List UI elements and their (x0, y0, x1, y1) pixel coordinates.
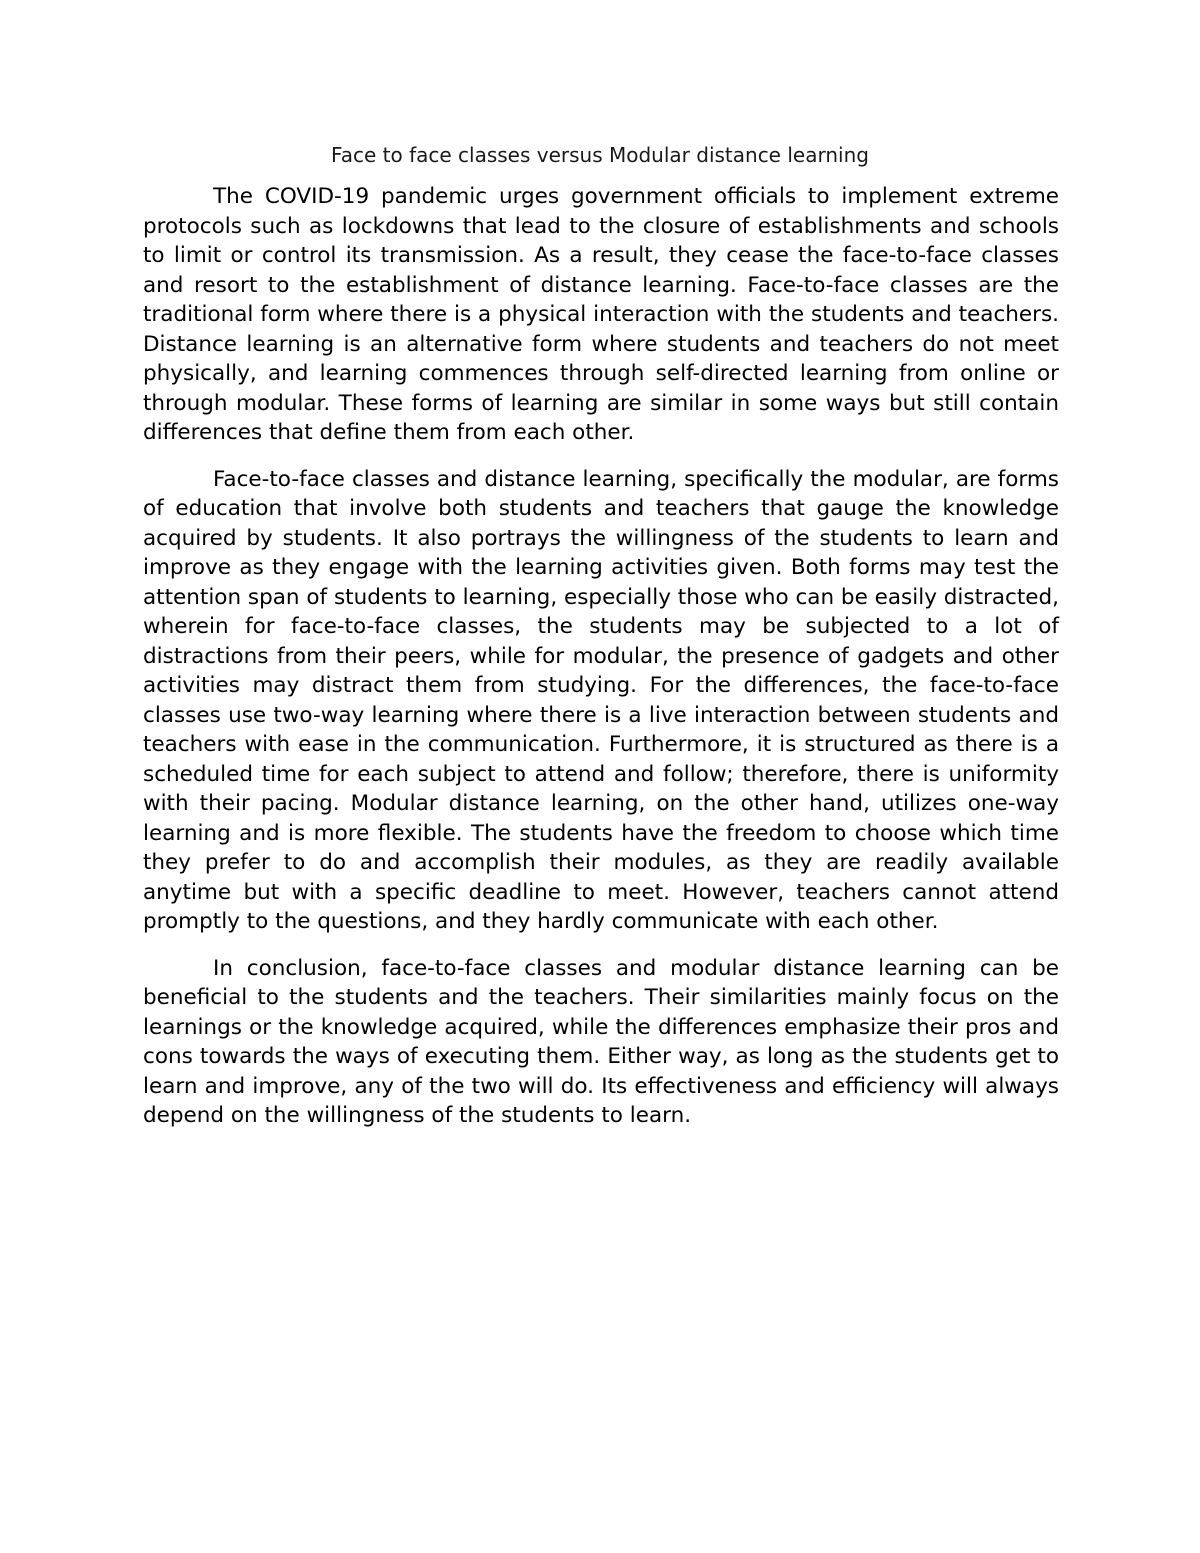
paragraph-introduction: The COVID-19 pandemic urges government officials to implement extreme protocols such as lockdowns that lead to the closure of establishments and schools to limit or control its transmission. As a result, they cease the face-to-face classes and resort to the establishment of distance learning. Face-to-face classes are the traditional form where there is a physical interaction with the students and teachers. Distance learning is an alternative form where students and teachers do not meet physically, and learning commences through self-directed learning from online or through modular. These forms of learning are similar in some ways but still contain differences that define them from each other. (143, 184, 1059, 445)
paragraph-comparison: Face-to-face classes and distance learning, specifically the modular, are forms of education that involve both students and teachers that gauge the knowledge acquired by students. It also portrays the willingness of the students to learn and improve as they engage with the learning activities given. Both forms may test the attention span of students to learning, especially those who can be easily distracted, wherein for face-to-face classes, the students may be subjected to a lot of distractions from their peers, while for modular, the presence of gadgets and other activities may distract them from studying. For the differences, the face-to-face classes use two-way learning where there is a live interaction between students and teachers with ease in the communication. Furthermore, it is structured as there is a scheduled time for each subject to attend and follow; therefore, there is uniformity with their pacing. Modular distance learning, on the other hand, utilizes one-way learning and is more flexible. The students have the freedom to choose which time they prefer to do and accomplish their modules, as they are readily available anytime but with a specific deadline to meet. However, teachers cannot attend promptly to the questions, and they hardly communicate with each other. (143, 466, 1059, 934)
paragraph-conclusion: In conclusion, face-to-face classes and modular distance learning can be beneficial to the students and the teachers. Their similarities mainly focus on the learnings or the knowledge acquired, while the differences emphasize their pros and cons towards the ways of executing them. Either way, as long as the students get to learn and improve, any of the two will do. Its effectiveness and efficiency will always depend on the willingness of the students to learn. (143, 955, 1059, 1128)
document-body (143, 182, 1059, 1148)
document-title: Face to face classes versus Modular distance learning (331, 143, 869, 167)
